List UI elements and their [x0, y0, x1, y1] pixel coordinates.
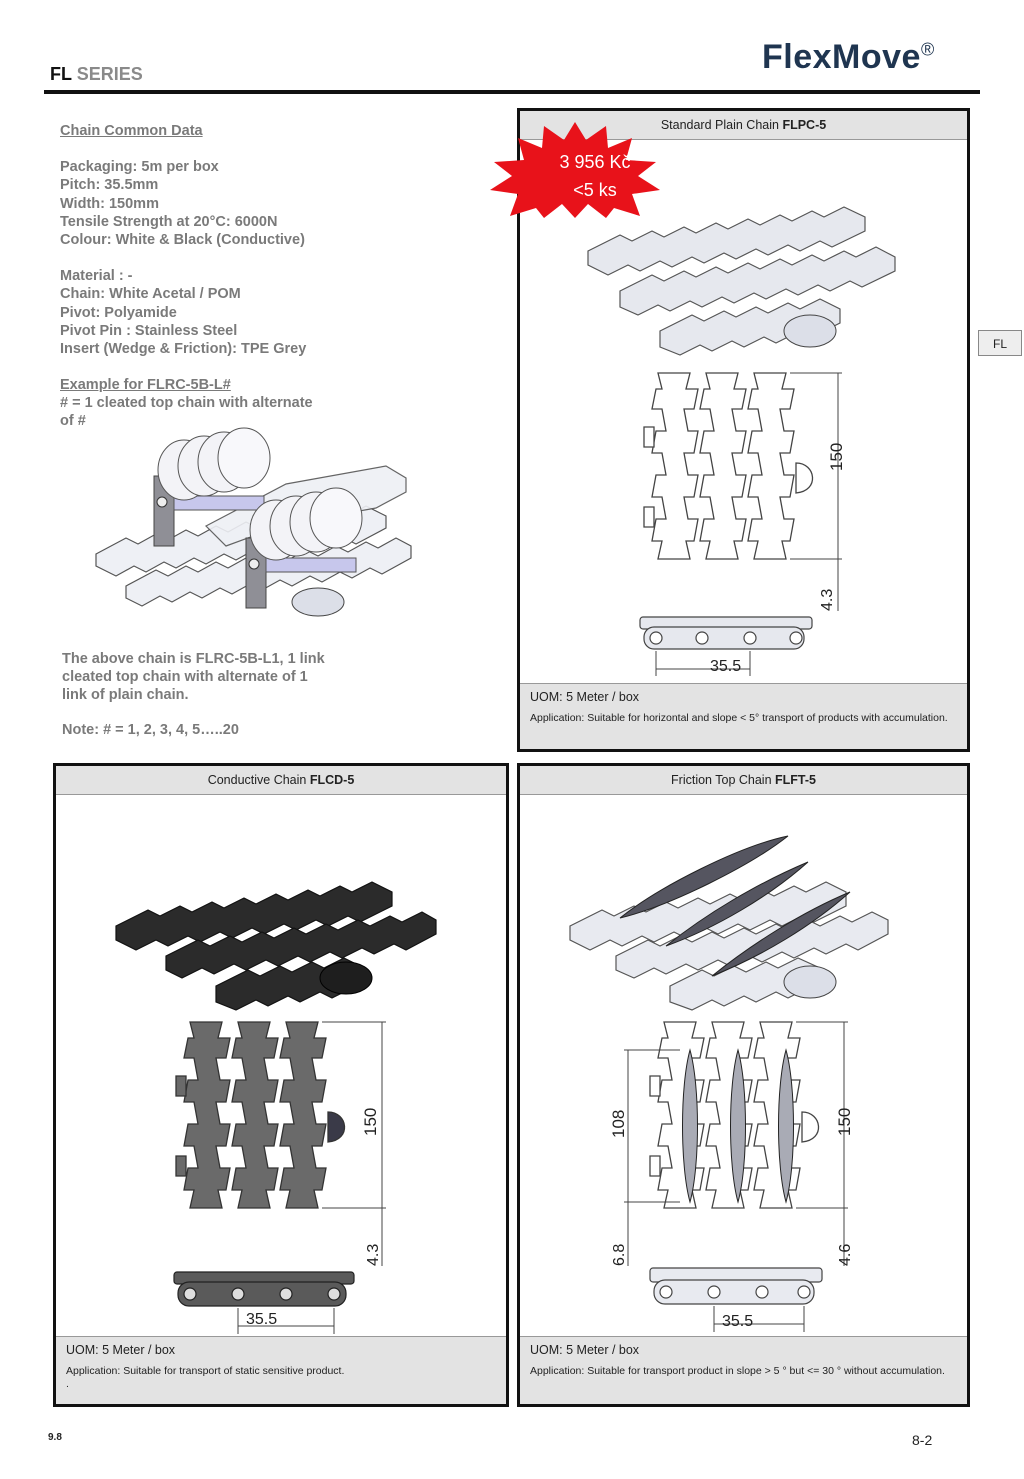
- plain-dim-height: 4.3: [819, 588, 836, 611]
- cleated-chain-description: [62, 650, 362, 705]
- friction-chain-3d: [570, 882, 888, 1010]
- conductive-dim-pitch: 35.5: [246, 1311, 278, 1328]
- series-suffix: SERIES: [76, 64, 143, 84]
- conductive-chain-top-view: [176, 1022, 345, 1208]
- plain-dim-pitch: 35.5: [710, 658, 742, 675]
- plain-chain-side-view: [640, 617, 812, 649]
- above-line-3: link of plain chain.: [62, 687, 189, 704]
- friction-chain-drawing: [520, 796, 967, 1341]
- plain-dim-width: 150: [827, 442, 846, 471]
- plain-application: Application: Suitable for horizontal and slope < 5° transport of products with accumulation.: [530, 712, 948, 724]
- panel-friction-code: FLFT-5: [775, 773, 816, 787]
- conductive-chain-drawing: [56, 796, 506, 1341]
- above-line-2: cleated top chain with alternate of 1: [62, 669, 308, 686]
- width-text: Width: 150mm: [60, 195, 159, 212]
- conductive-chain-side-view: [174, 1272, 354, 1306]
- conductive-application: Application: Suitable for transport of static sensitive product.: [66, 1365, 345, 1377]
- above-line-1: The above chain is FLRC-5B-L1, 1 link: [62, 651, 325, 667]
- friction-dim-height-left: 6.8: [611, 1243, 628, 1266]
- panel-friction-title: Friction Top Chain: [671, 773, 772, 787]
- conductive-application-extra: .: [66, 1378, 69, 1390]
- friction-dim-pitch: 35.5: [722, 1313, 754, 1330]
- friction-dim-height-right: 4.6: [837, 1243, 854, 1266]
- friction-pivot-lug: [784, 966, 836, 998]
- plain-pivot-lug: [784, 315, 836, 347]
- material-text: Material : -: [60, 268, 133, 285]
- panel-plain-footer: [520, 683, 967, 749]
- colour-text: Colour: White & Black (Conductive): [60, 232, 305, 249]
- tensile-text: Tensile Strength at 20°C: 6000N: [60, 213, 278, 230]
- friction-dim-width: 150: [835, 1107, 854, 1136]
- conductive-pivot-lug: [320, 962, 372, 994]
- side-tab-fl[interactable]: FL: [978, 330, 1022, 356]
- insert-text: Insert (Wedge & Friction): TPE Grey: [60, 341, 307, 358]
- series-prefix: FL: [50, 64, 72, 84]
- conductive-dim-width: 150: [361, 1107, 380, 1136]
- cleated-chain-illustration: [86, 426, 416, 636]
- conductive-uom: UOM: 5 Meter / box: [66, 1343, 176, 1357]
- chain-material-text: Chain: White Acetal / POM: [60, 286, 241, 303]
- footer-version: 9.8: [48, 1432, 62, 1443]
- panel-friction-footer: [520, 1336, 967, 1404]
- plain-chain-drawing: [520, 141, 967, 686]
- pivot-text: Pivot: Polyamide: [60, 304, 177, 321]
- pivot-pin-text: Pivot Pin : Stainless Steel: [60, 322, 238, 339]
- chain-common-data: [60, 122, 360, 426]
- pitch-text: Pitch: 35.5mm: [60, 177, 159, 194]
- header-rule: [44, 90, 980, 94]
- example-title: Example for FLRC-5B-L#: [60, 377, 231, 394]
- note-text: Note: # = 1, 2, 3, 4, 5…..20: [62, 722, 239, 738]
- common-data-title: Chain Common Data: [60, 123, 203, 139]
- plain-uom: UOM: 5 Meter / box: [530, 690, 640, 704]
- panel-conductive-header: [56, 766, 506, 795]
- conductive-dim-height: 4.3: [365, 1243, 382, 1266]
- panel-conductive-code: FLCD-5: [309, 773, 355, 787]
- friction-dim-insert: 108: [609, 1109, 628, 1138]
- panel-conductive-footer: [56, 1336, 506, 1404]
- example-line-1: # = 1 cleated top chain with alternate: [60, 395, 313, 412]
- friction-uom: UOM: 5 Meter / box: [530, 1343, 640, 1357]
- series-title: [50, 64, 143, 85]
- panel-conductive-title: Conductive Chain: [207, 773, 307, 787]
- stock-amount: <5 ks: [573, 180, 617, 200]
- page-number: 8-2: [912, 1432, 933, 1448]
- panel-plain-title: Standard Plain Chain: [660, 118, 779, 132]
- brand-name: FlexMove: [762, 38, 921, 76]
- panel-friction-header: [520, 766, 967, 795]
- plain-chain-3d: [588, 207, 895, 355]
- example-line-2: of #: [60, 413, 86, 427]
- conductive-chain-3d: [116, 882, 436, 1010]
- registered-mark: ®: [920, 39, 935, 60]
- price-label: [545, 148, 645, 204]
- panel-conductive-chain: [53, 763, 509, 1407]
- plain-chain-top-view: [644, 373, 813, 559]
- brand-logo: [762, 38, 935, 77]
- panel-friction-chain: [517, 763, 970, 1407]
- packaging-text: Packaging: 5m per box: [60, 159, 219, 176]
- price-amount: 3 956 Kč: [559, 152, 631, 172]
- friction-chain-side-view: [650, 1268, 822, 1304]
- friction-application: Application: Suitable for transport product in slope > 5 ° but <= 30 ° without accumulation.: [530, 1365, 945, 1377]
- panel-plain-code: FLPC-5: [782, 118, 827, 132]
